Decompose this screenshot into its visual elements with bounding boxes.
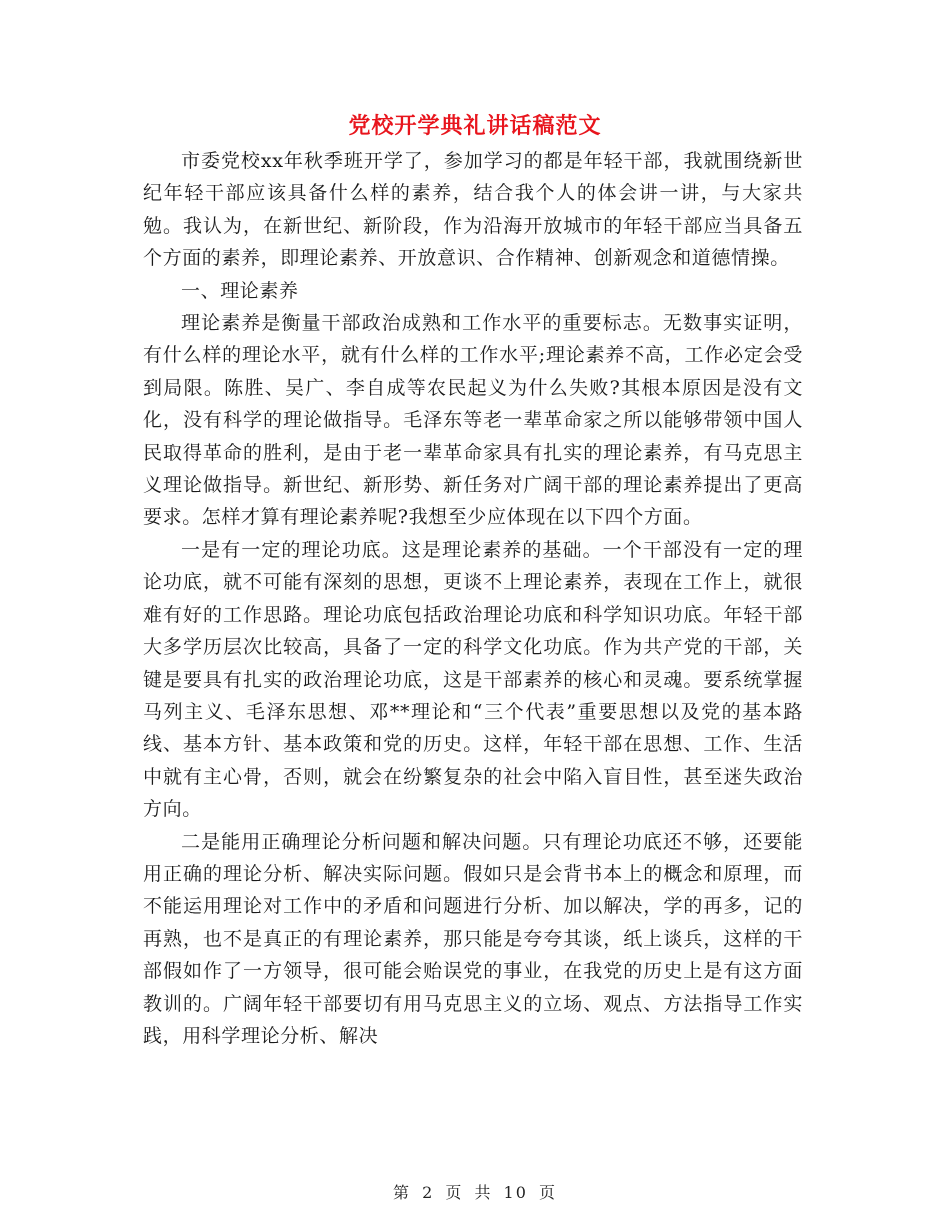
page-footer: 第 2 页 共 10 页 (393, 1183, 557, 1202)
document-body (143, 145, 803, 1052)
paragraph-theory: 理论素养是衡量干部政治成熟和工作水平的重要标志。无数事实证明，有什么样的理论水平，就有什么样的工作水平;理论素养不高，工作必定会受到局限。陈胜、吴广、李自成等农民起义为什么失败?其根本原因是没有文化，没有科学的理论做指导。毛泽东等老一辈革命家之所以能够带领中国人民取得革命的胜利，是由于老一辈革命家具有扎实的理论素养，有马克思主义理论做指导。新世纪、新形势、新任务对广阔干部的理论素养提出了更高要求。怎样才算有理论素养呢?我想至少应体现在以下四个方面。 (143, 312, 803, 529)
paragraph-point-one: 一是有一定的理论功底。这是理论素养的基础。一个干部没有一定的理论功底，就不可能有深刻的思想，更谈不上理论素养，表现在工作上，就很难有好的工作思路。理论功底包括政治理论功底和科学知识功底。年轻干部大多学历层次比较高，具备了一定的科学文化功底。作为共产党的干部，关键是要具有扎实的政治理论功底，这是干部素养的核心和灵魂。要系统掌握马列主义、毛泽东思想、邓**理论和“三个代表”重要思想以及党的基本路线、基本方针、基本政策和党的历史。这样，年轻干部在思想、工作、生活中就有主心骨，否则，就会在纷繁复杂的社会中陷入盲目性，甚至迷失政治方向。 (143, 538, 803, 821)
paragraph-intro: 市委党校xx年秋季班开学了，参加学习的都是年轻干部，我就围绕新世纪年轻干部应该具备什么样的素养，结合我个人的体会讲一讲，与大家共勉。我认为，在新世纪、新阶段，作为沿海开放城市的年轻干部应当具备五个方面的素养，即理论素养、开放意识、合作精神、创新观念和道德情操。 (143, 150, 803, 270)
section-heading-theory: 一、理论素养 (181, 279, 299, 302)
document-title: 党校开学典礼讲话稿范文 (348, 113, 602, 139)
paragraph-point-two: 二是能用正确理论分析问题和解决问题。只有理论功底还不够，还要能用正确的理论分析、解决实际问题。假如只是会背书本上的概念和原理，而不能运用理论对工作中的矛盾和问题进行分析、加以解决，学的再多，记的再熟，也不是真正的有理论素养，那只能是夸夸其谈，纸上谈兵，这样的干部假如作了一方领导，很可能会贻误党的事业，在我党的历史上是有这方面教训的。广阔年轻干部要切有用马克思主义的立场、观点、方法指导工作实践，用科学理论分析、解决 (143, 830, 803, 1047)
